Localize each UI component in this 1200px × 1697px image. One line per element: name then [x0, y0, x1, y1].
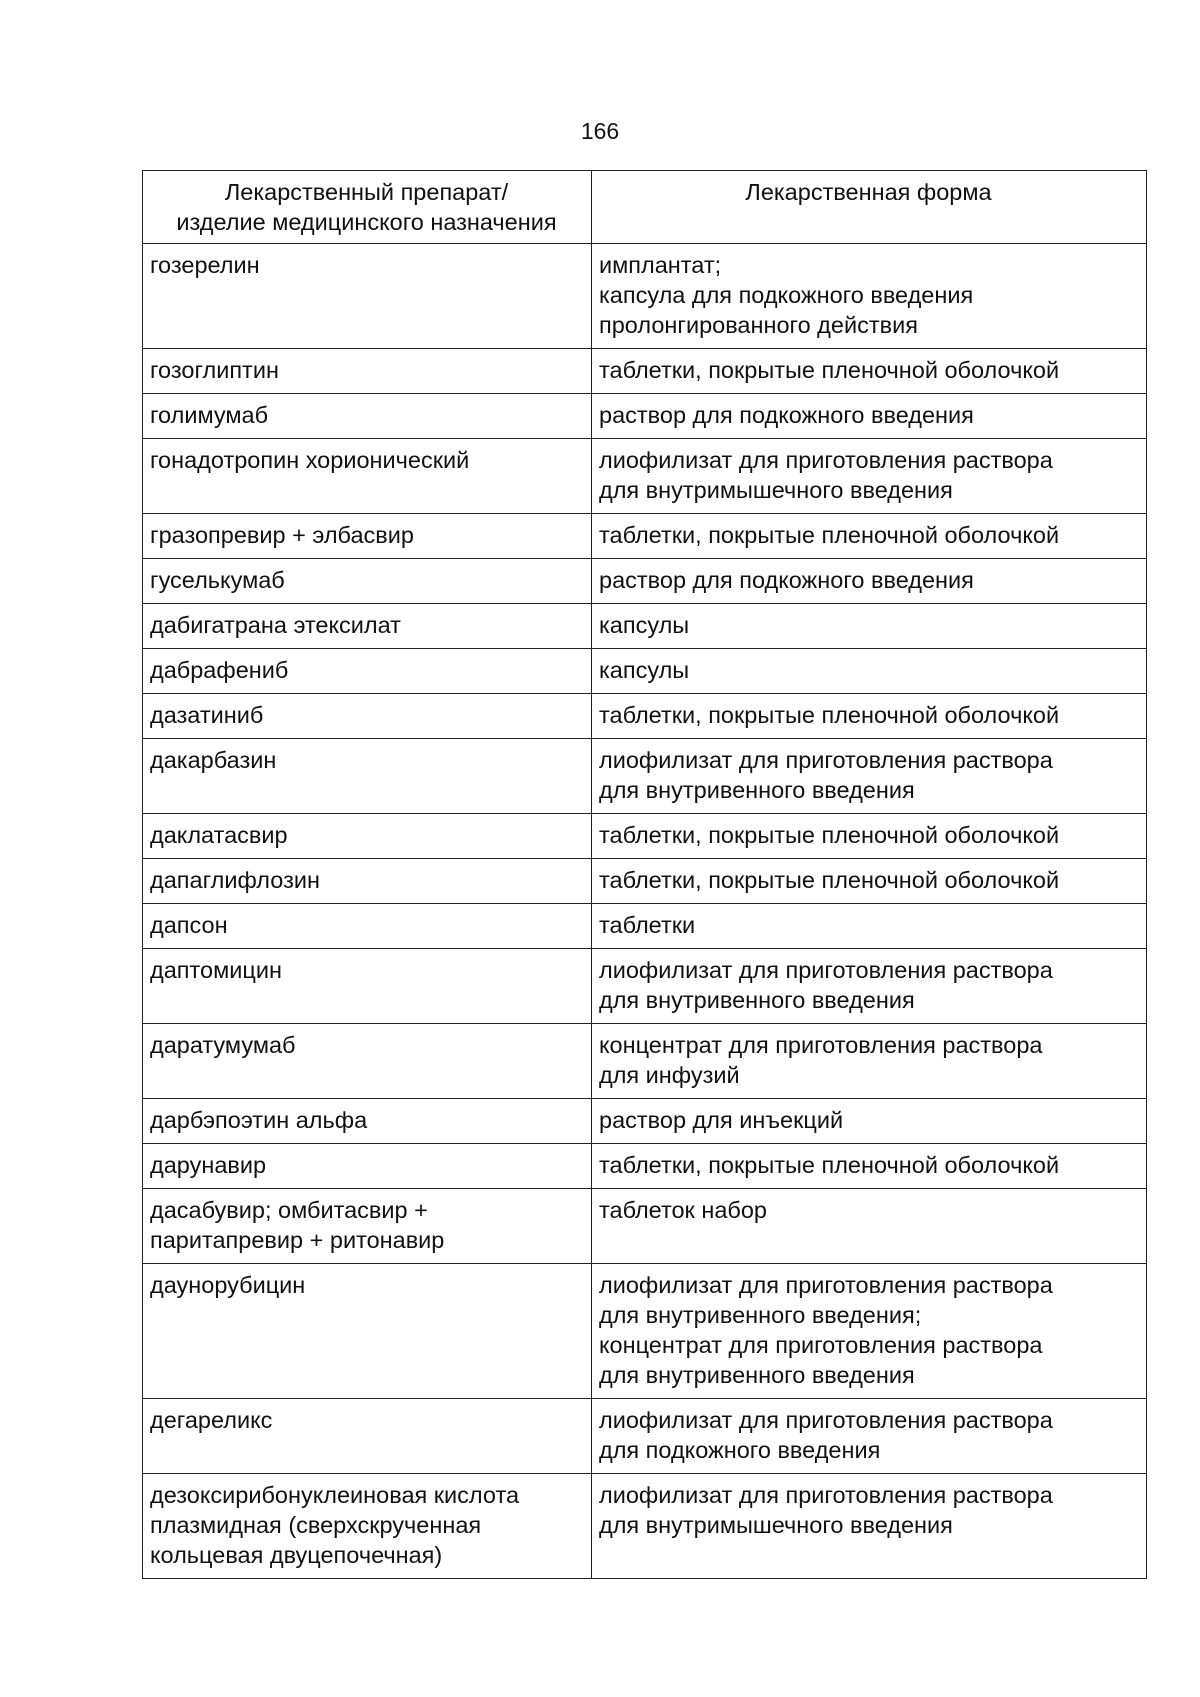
table-row: [143, 559, 1147, 604]
dosage-form-cell: таблетки, покрытые пленочной оболочкой: [592, 1144, 1147, 1189]
drug-table: [142, 170, 1147, 1579]
drug-name-cell: дапаглифлозин: [143, 859, 592, 904]
dosage-form-cell: имплантат; капсула для подкожного введения пролонгированного действия: [592, 244, 1147, 349]
drug-name-cell: даунорубицин: [143, 1264, 592, 1399]
table-header-row: [143, 171, 1147, 244]
table-row: [143, 1024, 1147, 1099]
drug-name-cell: даратумумаб: [143, 1024, 592, 1099]
drug-name-cell: дегареликс: [143, 1399, 592, 1474]
drug-name-cell: дезоксирибонуклеиновая кислота плазмидная (сверхскрученная кольцевая двуцепочечная): [143, 1474, 592, 1579]
drug-name-cell: даптомицин: [143, 949, 592, 1024]
drug-name-cell: дарунавир: [143, 1144, 592, 1189]
table-row: [143, 1264, 1147, 1399]
table-row: [143, 859, 1147, 904]
drug-name-cell: дарбэпоэтин альфа: [143, 1099, 592, 1144]
dosage-form-cell: таблетки: [592, 904, 1147, 949]
table-row: [143, 694, 1147, 739]
header-drug: Лекарственный препарат/ изделие медицинского назначения: [143, 171, 592, 244]
table-row: [143, 1399, 1147, 1474]
table-row: [143, 904, 1147, 949]
dosage-form-cell: таблетки, покрытые пленочной оболочкой: [592, 694, 1147, 739]
drug-name-cell: гозоглиптин: [143, 349, 592, 394]
drug-name-cell: дапсон: [143, 904, 592, 949]
drug-name-cell: дабрафениб: [143, 649, 592, 694]
dosage-form-cell: раствор для подкожного введения: [592, 394, 1147, 439]
dosage-form-cell: таблетки, покрытые пленочной оболочкой: [592, 349, 1147, 394]
table-row: [143, 514, 1147, 559]
drug-name-cell: гонадотропин хорионический: [143, 439, 592, 514]
table-row: [143, 739, 1147, 814]
drug-name-cell: голимумаб: [143, 394, 592, 439]
drug-name-cell: дабигатрана этексилат: [143, 604, 592, 649]
table-row: [143, 244, 1147, 349]
dosage-form-cell: раствор для подкожного введения: [592, 559, 1147, 604]
dosage-form-cell: капсулы: [592, 604, 1147, 649]
drug-name-cell: гразопревир + элбасвир: [143, 514, 592, 559]
table-row: [143, 949, 1147, 1024]
dosage-form-cell: таблетки, покрытые пленочной оболочкой: [592, 814, 1147, 859]
drug-name-cell: даклатасвир: [143, 814, 592, 859]
dosage-form-cell: таблетки, покрытые пленочной оболочкой: [592, 514, 1147, 559]
dosage-form-cell: капсулы: [592, 649, 1147, 694]
drug-name-cell: дакарбазин: [143, 739, 592, 814]
dosage-form-cell: лиофилизат для приготовления раствора для подкожного введения: [592, 1399, 1147, 1474]
table-row: [143, 349, 1147, 394]
dosage-form-cell: лиофилизат для приготовления раствора для внутривенного введения; концентрат для приготовления раствора для внутривенного введения: [592, 1264, 1147, 1399]
drug-name-cell: дасабувир; омбитасвир + паритапревир + ритонавир: [143, 1189, 592, 1264]
dosage-form-cell: раствор для инъекций: [592, 1099, 1147, 1144]
table-row: [143, 394, 1147, 439]
table-row: [143, 439, 1147, 514]
drug-name-cell: гуселькумаб: [143, 559, 592, 604]
drug-name-cell: гозерелин: [143, 244, 592, 349]
dosage-form-cell: лиофилизат для приготовления раствора для внутривенного введения: [592, 739, 1147, 814]
table-row: [143, 1099, 1147, 1144]
header-form: Лекарственная форма: [592, 171, 1147, 244]
dosage-form-cell: концентрат для приготовления раствора для инфузий: [592, 1024, 1147, 1099]
dosage-form-cell: таблетки, покрытые пленочной оболочкой: [592, 859, 1147, 904]
page-number: 166: [580, 118, 620, 144]
dosage-form-cell: лиофилизат для приготовления раствора для внутримышечного введения: [592, 439, 1147, 514]
table-row: [143, 1474, 1147, 1579]
table-row: [143, 1189, 1147, 1264]
table-row: [143, 1144, 1147, 1189]
drug-name-cell: дазатиниб: [143, 694, 592, 739]
table-row: [143, 649, 1147, 694]
dosage-form-cell: лиофилизат для приготовления раствора для внутримышечного введения: [592, 1474, 1147, 1579]
dosage-form-cell: таблеток набор: [592, 1189, 1147, 1264]
table-row: [143, 604, 1147, 649]
table-body: [143, 244, 1147, 1579]
table-row: [143, 814, 1147, 859]
dosage-form-cell: лиофилизат для приготовления раствора для внутривенного введения: [592, 949, 1147, 1024]
